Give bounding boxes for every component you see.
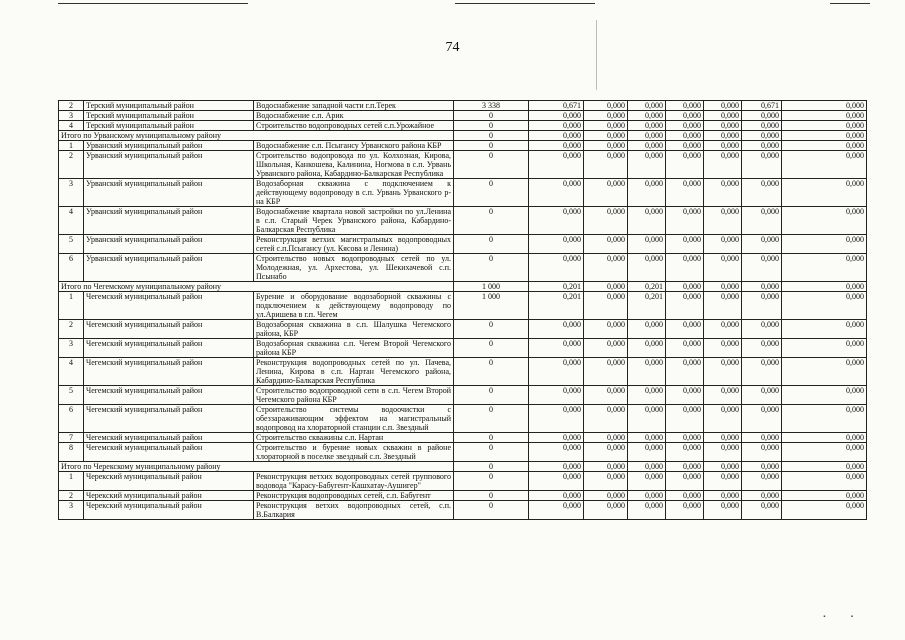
cell-district: Чегемский муниципальный район [84,339,254,358]
cell-v5: 0,000 [704,235,742,254]
cell-v1: 0,000 [529,235,584,254]
cell-v1: 0,000 [529,320,584,339]
cell-v2: 0,000 [584,386,628,405]
cell-v7: 0,000 [782,207,867,235]
cell-no: 4 [59,121,84,131]
cell-v4: 0,000 [666,472,704,491]
cell-v6: 0,000 [742,121,782,131]
cell-v6: 0,671 [742,101,782,111]
cell-v4: 0,000 [666,131,704,141]
table-row [59,151,867,179]
cell-v5: 0,000 [704,386,742,405]
cell-v3: 0,000 [628,405,666,433]
cell-v5: 0,000 [704,443,742,462]
cell-v5: 0,000 [704,339,742,358]
cell-v4: 0,000 [666,101,704,111]
cell-total: 0 [454,254,529,282]
cell-v3: 0,000 [628,462,666,472]
cell-no: 2 [59,101,84,111]
cell-v3: 0,000 [628,121,666,131]
cell-total: 0 [454,235,529,254]
cell-v2: 0,000 [584,254,628,282]
cell-v1: 0,000 [529,472,584,491]
cell-v2: 0,000 [584,121,628,131]
cell-district: Черекский муниципальный район [84,501,254,520]
cell-total: 0 [454,111,529,121]
cell-v7: 0,000 [782,151,867,179]
cell-district: Терский муниципальный район [84,111,254,121]
cell-total: 0 [454,141,529,151]
cell-v7: 0,000 [782,254,867,282]
cell-total: 0 [454,320,529,339]
cell-v7: 0,000 [782,405,867,433]
table-row [59,111,867,121]
cell-v1: 0,000 [529,358,584,386]
cell-object: Водоснабжение квартала новой застройки по ул.Ленина в с.п. Старый Черек Урванского района, Кабардино-Балкарская Республика [254,207,454,235]
cell-v3: 0,000 [628,235,666,254]
cell-v2: 0,000 [584,292,628,320]
cell-district: Черекский муниципальный район [84,491,254,501]
cell-v6: 0,000 [742,386,782,405]
cell-v4: 0,000 [666,491,704,501]
cell-v4: 0,000 [666,292,704,320]
cell-no: 1 [59,472,84,491]
table-row [59,254,867,282]
cell-v3: 0,000 [628,179,666,207]
cell-object: Водозаборная скважина в с.п. Шалушка Чегемского района, КБР [254,320,454,339]
cell-v5: 0,000 [704,491,742,501]
cell-v3: 0,000 [628,141,666,151]
cell-v6: 0,000 [742,282,782,292]
cell-v4: 0,000 [666,462,704,472]
cell-v7: 0,000 [782,358,867,386]
table-row [59,472,867,491]
cell-object: Водозаборная скважина с подключением к действующему водопроводу в с.п. Урвань Урванского р-на КБР [254,179,454,207]
cell-object: Водозаборная скважина с.п. Чегем Второй Чегемского района КБР [254,339,454,358]
cell-total: 1 000 [454,282,529,292]
cell-v5: 0,000 [704,358,742,386]
cell-v4: 0,000 [666,235,704,254]
cell-total: 0 [454,462,529,472]
cell-v4: 0,000 [666,320,704,339]
cell-v6: 0,000 [742,462,782,472]
table-row [59,405,867,433]
cell-v5: 0,000 [704,472,742,491]
cell-object: Реконструкция ветхих магистральных водопроводных сетей с.п.Псыгансу (ул. Кясова и Ленина) [254,235,454,254]
subtotal-row [59,131,867,141]
table-row [59,358,867,386]
cell-v1: 0,000 [529,121,584,131]
cell-v1: 0,000 [529,339,584,358]
cell-v1: 0,000 [529,433,584,443]
cell-v4: 0,000 [666,501,704,520]
cell-v5: 0,000 [704,141,742,151]
cell-object: Строительство и бурение новых скважин в районе хлораторной в поселке звездный с.п. Звездный [254,443,454,462]
cell-no: 6 [59,405,84,433]
cell-v2: 0,000 [584,282,628,292]
cell-district: Урванский муниципальный район [84,254,254,282]
cell-object: Реконструкция водопроводных сетей, с.п. Бабугент [254,491,454,501]
cell-v3: 0,000 [628,254,666,282]
cell-no: 5 [59,386,84,405]
cell-no: 2 [59,491,84,501]
cell-v5: 0,000 [704,292,742,320]
table-body [59,101,867,520]
cell-v7: 0,000 [782,443,867,462]
cell-v6: 0,000 [742,141,782,151]
cell-v4: 0,000 [666,141,704,151]
cell-v1: 0,000 [529,254,584,282]
cell-v1: 0,000 [529,207,584,235]
cell-total: 0 [454,207,529,235]
cell-v3: 0,000 [628,443,666,462]
cell-v5: 0,000 [704,405,742,433]
cell-total: 0 [454,433,529,443]
cell-v1: 0,000 [529,491,584,501]
cell-no: 2 [59,151,84,179]
cell-no: 1 [59,141,84,151]
cell-v4: 0,000 [666,254,704,282]
cell-district: Чегемский муниципальный район [84,320,254,339]
cell-v4: 0,000 [666,207,704,235]
scan-line-top-mid [455,3,595,4]
table-row [59,501,867,520]
cell-district: Чегемский муниципальный район [84,433,254,443]
cell-v2: 0,000 [584,501,628,520]
cell-v5: 0,000 [704,501,742,520]
cell-total: 0 [454,386,529,405]
scan-corner-marks: ▪ ▪ [823,614,865,620]
scan-line-top-left [58,3,248,4]
cell-v1: 0,000 [529,179,584,207]
table-row [59,235,867,254]
cell-v2: 0,000 [584,207,628,235]
cell-v6: 0,000 [742,472,782,491]
cell-v1: 0,000 [529,111,584,121]
cell-v6: 0,000 [742,501,782,520]
cell-no: 3 [59,111,84,121]
cell-v6: 0,000 [742,339,782,358]
cell-v4: 0,000 [666,111,704,121]
cell-district: Чегемский муниципальный район [84,292,254,320]
cell-v3: 0,000 [628,491,666,501]
cell-v3: 0,000 [628,320,666,339]
cell-object: Строительство новых водопроводных сетей по ул. Молодежная, ул. Архестова, ул. Шекихачевой с.п. Псынабо [254,254,454,282]
cell-district: Урванский муниципальный район [84,151,254,179]
cell-district: Урванский муниципальный район [84,235,254,254]
table-row [59,386,867,405]
cell-object: Строительство водопровода по ул. Колхозная, Кирова, Школьная, Канкошева, Калинина, Ногмова в с.п. Урвань Урванского района, Кабардино-Балкарская Республика [254,151,454,179]
table-row [59,141,867,151]
cell-v1: 0,000 [529,386,584,405]
cell-v1: 0,000 [529,462,584,472]
table-row [59,207,867,235]
cell-v5: 0,000 [704,101,742,111]
table-row [59,339,867,358]
cell-v7: 0,000 [782,131,867,141]
cell-v4: 0,000 [666,339,704,358]
cell-v6: 0,000 [742,254,782,282]
cell-v1: 0,201 [529,292,584,320]
cell-total: 0 [454,405,529,433]
cell-v2: 0,000 [584,320,628,339]
cell-v7: 0,000 [782,111,867,121]
table-row [59,491,867,501]
cell-no: 6 [59,254,84,282]
cell-v3: 0,201 [628,282,666,292]
cell-no: 5 [59,235,84,254]
cell-v2: 0,000 [584,235,628,254]
cell-v3: 0,000 [628,207,666,235]
cell-v6: 0,000 [742,235,782,254]
cell-v7: 0,000 [782,282,867,292]
cell-v2: 0,000 [584,358,628,386]
table-row [59,443,867,462]
cell-district: Терский муниципальный район [84,121,254,131]
cell-v1: 0,000 [529,443,584,462]
cell-v3: 0,000 [628,472,666,491]
cell-v6: 0,000 [742,179,782,207]
cell-v1: 0,000 [529,501,584,520]
cell-total: 0 [454,491,529,501]
cell-object: Реконструкция водопроводных сетей по ул. Пачева, Ленина, Кирова в с.п. Нартан Чегемского района, Кабардино-Балкарская Республика [254,358,454,386]
cell-v7: 0,000 [782,501,867,520]
cell-v4: 0,000 [666,151,704,179]
cell-v4: 0,000 [666,386,704,405]
cell-v1: 0,201 [529,282,584,292]
cell-no: 3 [59,501,84,520]
cell-v1: 0,000 [529,151,584,179]
cell-district: Чегемский муниципальный район [84,386,254,405]
cell-v6: 0,000 [742,207,782,235]
cell-total: 1 000 [454,292,529,320]
cell-v6: 0,000 [742,358,782,386]
cell-v6: 0,000 [742,443,782,462]
cell-object: Реконструкция ветхих водопроводных сетей, с.п. В.Балкария [254,501,454,520]
cell-v2: 0,000 [584,443,628,462]
table-row [59,121,867,131]
cell-v5: 0,000 [704,131,742,141]
cell-v6: 0,000 [742,111,782,121]
cell-v2: 0,000 [584,433,628,443]
subtotal-row [59,282,867,292]
cell-v3: 0,000 [628,339,666,358]
cell-object: Реконструкция ветхих водопроводных сетей группового водовода "Карасу-Бабугент-Кашхатау-Аушигер" [254,472,454,491]
budget-table [58,100,867,520]
table-row [59,292,867,320]
cell-label: Итого по Чегемскому муниципальному району [59,282,454,292]
cell-v2: 0,000 [584,179,628,207]
cell-v7: 0,000 [782,179,867,207]
table-row [59,101,867,111]
cell-v7: 0,000 [782,101,867,111]
cell-total: 0 [454,339,529,358]
cell-v3: 0,000 [628,131,666,141]
table-row [59,179,867,207]
cell-v4: 0,000 [666,405,704,433]
cell-v5: 0,000 [704,207,742,235]
cell-v7: 0,000 [782,141,867,151]
cell-v7: 0,000 [782,320,867,339]
cell-object: Бурение и оборудование водозаборной скважины с подключением к действующему водопроводу по ул.Аришева в г.п. Чегем [254,292,454,320]
cell-v4: 0,000 [666,179,704,207]
cell-object: Строительство скважины с.п. Нартан [254,433,454,443]
cell-v4: 0,000 [666,443,704,462]
cell-v5: 0,000 [704,111,742,121]
cell-v2: 0,000 [584,151,628,179]
cell-v6: 0,000 [742,292,782,320]
cell-total: 0 [454,501,529,520]
cell-no: 1 [59,292,84,320]
cell-total: 0 [454,151,529,179]
cell-v3: 0,000 [628,501,666,520]
cell-v2: 0,000 [584,111,628,121]
cell-v6: 0,000 [742,131,782,141]
cell-v6: 0,000 [742,433,782,443]
cell-object: Строительство водопроводных сетей с.п.Урожайное [254,121,454,131]
cell-total: 0 [454,358,529,386]
subtotal-row [59,462,867,472]
cell-v6: 0,000 [742,151,782,179]
cell-total: 0 [454,131,529,141]
cell-no: 2 [59,320,84,339]
cell-no: 4 [59,207,84,235]
cell-v2: 0,000 [584,339,628,358]
cell-v5: 0,000 [704,151,742,179]
cell-v7: 0,000 [782,491,867,501]
cell-v4: 0,000 [666,358,704,386]
cell-district: Черекский муниципальный район [84,472,254,491]
cell-district: Урванский муниципальный район [84,141,254,151]
cell-total: 0 [454,472,529,491]
cell-v5: 0,000 [704,433,742,443]
cell-object: Водоснабжение с.п. Псыгансу Урванского района КБР [254,141,454,151]
cell-total: 3 338 [454,101,529,111]
cell-v2: 0,000 [584,405,628,433]
cell-v5: 0,000 [704,320,742,339]
cell-label: Итого по Урванскому муниципальному району [59,131,454,141]
cell-total: 0 [454,179,529,207]
cell-v3: 0,000 [628,151,666,179]
cell-v4: 0,000 [666,433,704,443]
cell-v2: 0,000 [584,472,628,491]
cell-v4: 0,000 [666,121,704,131]
cell-v2: 0,000 [584,101,628,111]
cell-v5: 0,000 [704,282,742,292]
cell-district: Чегемский муниципальный район [84,443,254,462]
cell-v1: 0,000 [529,405,584,433]
cell-no: 8 [59,443,84,462]
cell-v6: 0,000 [742,320,782,339]
cell-v1: 0,000 [529,141,584,151]
cell-district: Чегемский муниципальный район [84,358,254,386]
cell-v7: 0,000 [782,235,867,254]
table-row [59,433,867,443]
cell-district: Урванский муниципальный район [84,207,254,235]
cell-no: 7 [59,433,84,443]
cell-no: 4 [59,358,84,386]
cell-object: Водоснабжение западной части г.п.Терек [254,101,454,111]
cell-total: 0 [454,443,529,462]
cell-label: Итого по Черекскому муниципальному району [59,462,454,472]
cell-v3: 0,000 [628,101,666,111]
cell-v7: 0,000 [782,339,867,358]
table-row [59,320,867,339]
cell-v3: 0,000 [628,386,666,405]
cell-v2: 0,000 [584,141,628,151]
cell-v1: 0,671 [529,101,584,111]
cell-total: 0 [454,121,529,131]
cell-v3: 0,201 [628,292,666,320]
cell-v7: 0,000 [782,472,867,491]
cell-district: Урванский муниципальный район [84,179,254,207]
cell-v5: 0,000 [704,179,742,207]
cell-v7: 0,000 [782,462,867,472]
cell-v6: 0,000 [742,405,782,433]
page-number: 74 [445,40,460,55]
cell-v3: 0,000 [628,358,666,386]
cell-v5: 0,000 [704,462,742,472]
cell-v7: 0,000 [782,433,867,443]
cell-v7: 0,000 [782,121,867,131]
scan-line-top-right [830,3,870,4]
cell-v7: 0,000 [782,292,867,320]
cell-v2: 0,000 [584,462,628,472]
cell-v6: 0,000 [742,491,782,501]
cell-v3: 0,000 [628,433,666,443]
cell-district: Чегемский муниципальный район [84,405,254,433]
cell-object: Водоснабжение с.п. Арик [254,111,454,121]
cell-v2: 0,000 [584,491,628,501]
cell-v2: 0,000 [584,131,628,141]
cell-object: Строительство водопроводной сети в с.п. Чегем Второй Чегемского района КБР [254,386,454,405]
cell-v7: 0,000 [782,386,867,405]
cell-no: 3 [59,179,84,207]
cell-district: Терский муниципальный район [84,101,254,111]
cell-no: 3 [59,339,84,358]
cell-v5: 0,000 [704,254,742,282]
cell-v4: 0,000 [666,282,704,292]
cell-v3: 0,000 [628,111,666,121]
cell-v1: 0,000 [529,131,584,141]
cell-object: Строительство системы водоочистки с обеззараживающим эффектом на магистральный водопровод на хлораторной станции с.п. Звездный [254,405,454,433]
cell-v5: 0,000 [704,121,742,131]
